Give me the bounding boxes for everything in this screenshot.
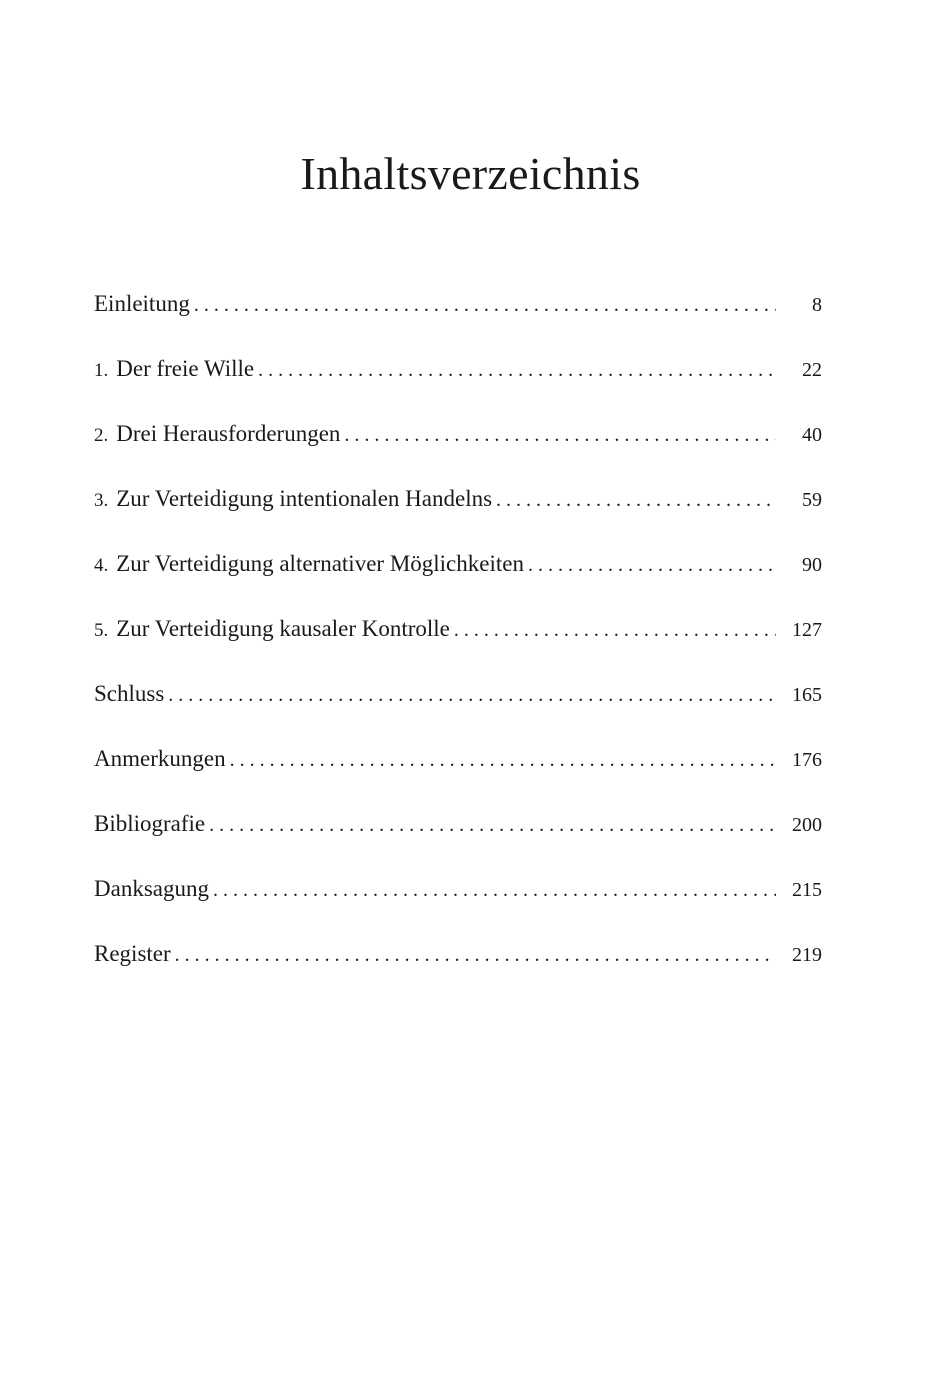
toc-entry-page: 22 [802, 359, 822, 381]
toc-entry-page: 40 [802, 424, 822, 446]
toc-leader-dots [344, 415, 776, 455]
toc-entry [94, 609, 822, 674]
toc-leader-dots [258, 350, 776, 390]
toc-leader-dots [194, 285, 776, 325]
toc-entry-page: 219 [792, 944, 822, 966]
toc-entry-title: Danksagung [94, 876, 209, 901]
toc-entry-page: 59 [802, 489, 822, 511]
toc-entry-number: 4. [94, 555, 109, 576]
toc-entry-title: Zur Verteidigung intentionalen Handelns [116, 486, 493, 511]
toc-entry-title: Drei Herausforderungen [116, 421, 341, 446]
toc-leader-dots [230, 740, 776, 780]
toc-entry-number: 1. [94, 360, 109, 381]
toc-entry [94, 674, 822, 739]
toc-entry-number: 5. [94, 620, 109, 641]
toc-entry-page: 90 [802, 554, 822, 576]
toc-entry-page: 165 [792, 684, 822, 706]
toc-entry-title: Zur Verteidigung kausaler Kontrolle [116, 616, 450, 641]
toc-entry-title: Der freie Wille [116, 356, 255, 381]
toc-leader-dots [454, 610, 776, 650]
toc-leader-dots [496, 480, 776, 520]
toc-entry-title: Zur Verteidigung alternativer Möglichkeiten [116, 551, 524, 576]
toc-entry-title: Schluss [94, 681, 165, 706]
toc-entry-page: 215 [792, 879, 822, 901]
toc-leader-dots [209, 805, 776, 845]
toc-entry-number: 3. [94, 490, 109, 511]
toc-entry [94, 739, 822, 804]
toc-entry-title: Anmerkungen [94, 746, 226, 771]
toc-leader-dots [213, 870, 776, 910]
toc-entry [94, 284, 822, 349]
toc-entry-page: 8 [812, 294, 822, 316]
toc-entry [94, 544, 822, 609]
toc-entry [94, 869, 822, 934]
toc-leader-dots [168, 675, 776, 715]
toc-entry-page: 176 [792, 749, 822, 771]
toc-entry [94, 414, 822, 479]
toc-entry [94, 479, 822, 544]
table-of-contents [94, 284, 822, 999]
toc-entry-page: 127 [792, 619, 822, 641]
toc-entry [94, 804, 822, 869]
toc-leader-dots [175, 935, 776, 975]
page-title: Inhaltsverzeichnis [300, 148, 641, 199]
toc-leader-dots [528, 545, 776, 585]
toc-entry [94, 349, 822, 414]
toc-entry-number: 2. [94, 425, 109, 446]
toc-entry [94, 934, 822, 999]
toc-entry-title: Einleitung [94, 291, 190, 316]
toc-entry-page: 200 [792, 814, 822, 836]
toc-entry-title: Register [94, 941, 171, 966]
toc-entry-title: Bibliografie [94, 811, 206, 836]
